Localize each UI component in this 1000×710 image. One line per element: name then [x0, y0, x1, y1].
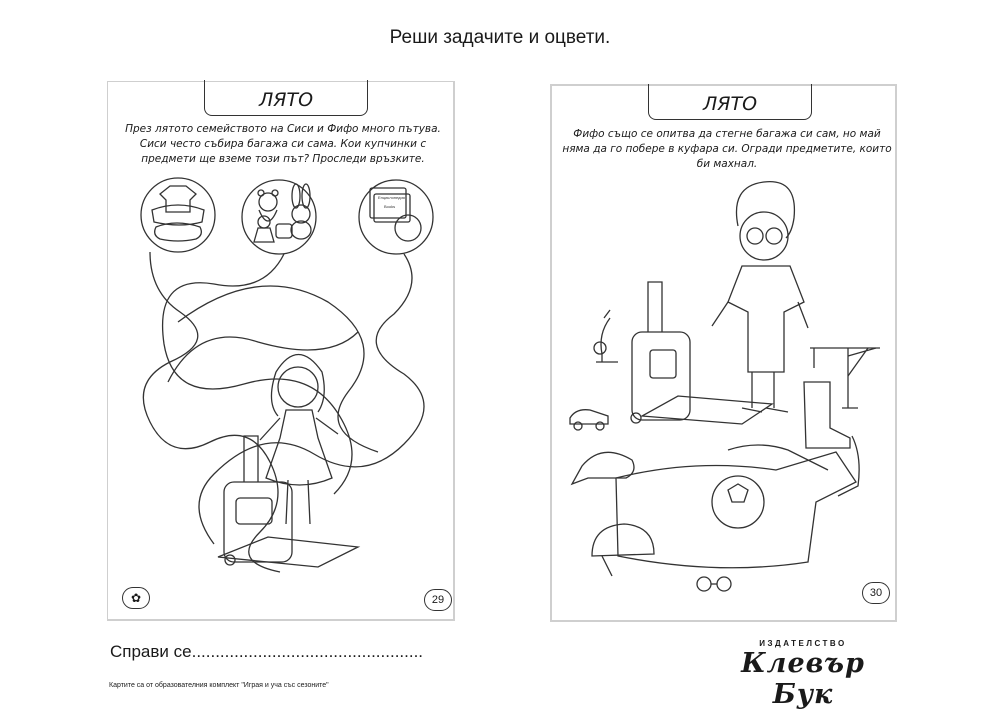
- left-page-number: 29: [424, 589, 452, 611]
- right-page-heading: ЛЯТО: [648, 84, 812, 120]
- publisher-label: ИЗДАТЕЛСТВО: [759, 639, 847, 648]
- left-page-instructions: През лятото семейството на Сиси и Фифо много пътува. Сиси често събира багажа си сама. Кои купчинки с предмети ще вземе този път? Проследи връзките.: [125, 123, 441, 165]
- publisher-logo: Клевър Бук: [741, 648, 865, 710]
- right-page-number: 30: [862, 582, 890, 604]
- footnote: Картите са от образователния комплект "Играя и уча със сезоните": [109, 682, 329, 689]
- book-label-2: Books: [384, 204, 396, 209]
- flower-icon: ✿: [122, 587, 150, 609]
- checked-by-line: Справи се.................................................: [110, 642, 424, 661]
- left-page-illustration: [108, 82, 454, 619]
- right-page-card: [550, 84, 897, 622]
- left-page-heading: ЛЯТО: [204, 80, 368, 116]
- worksheet-title: Реши задачите и оцвети.: [389, 27, 611, 48]
- right-page-instructions: Фифо също се опитва да стегне багажа си сам, но май няма да го побере в куфара си. Огради предметите, които би махнал.: [562, 128, 892, 170]
- left-page-card: [107, 81, 455, 621]
- toys-pile-circle: [242, 180, 316, 254]
- book-label-1: Енциклопедия: [378, 195, 405, 200]
- right-page-illustration: [552, 86, 895, 620]
